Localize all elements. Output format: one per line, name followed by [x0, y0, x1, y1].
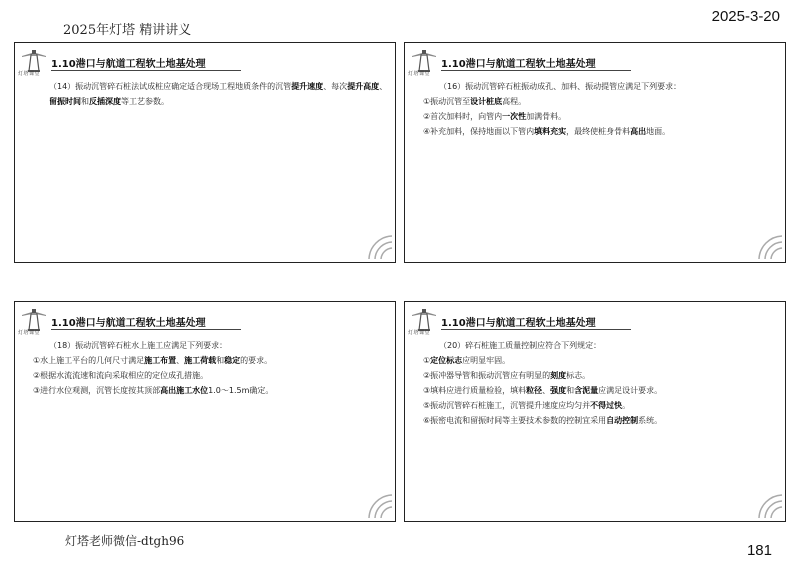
- title-underline: [441, 70, 631, 71]
- slide-title: 1.10港口与航道工程软土地基处理: [51, 59, 206, 70]
- body-text: 1.0～1.5m确定。: [208, 386, 274, 395]
- text-line: [423, 368, 779, 383]
- emphasis-text: 设计桩底: [470, 97, 503, 106]
- text-line: [423, 353, 779, 368]
- emphasis-text: 提升速度: [291, 82, 324, 91]
- logo-text: 灯塔课堂: [408, 330, 431, 336]
- emphasis-text: 含泥量: [574, 386, 599, 395]
- text-line: [423, 79, 779, 94]
- body-text: （18）振动沉管碎石桩水上施工应满足下列要求：: [49, 341, 228, 350]
- text-line: [423, 398, 779, 413]
- slide-title: 1.10港口与航道工程软土地基处理: [51, 318, 206, 329]
- emphasis-text: 高出施工水位: [160, 386, 209, 395]
- emphasis-text: 自动控制: [606, 416, 639, 425]
- text-line: [33, 79, 389, 109]
- emphasis-text: 强度: [550, 386, 567, 395]
- slide-body: [33, 338, 389, 398]
- body-text: 。: [622, 401, 631, 410]
- page-number: 181: [746, 542, 772, 559]
- body-text: 标志。: [566, 371, 591, 380]
- document-date: 2025-3-20: [711, 8, 780, 25]
- logo-text: 灯塔课堂: [18, 71, 41, 77]
- body-text: （14）振动沉管碎石桩法试成桩应确定适合现场工程地质条件的沉管: [49, 82, 292, 91]
- emphasis-text: 反插深度: [89, 97, 121, 106]
- title-underline: [51, 329, 241, 330]
- body-text: ①振动沉管至: [423, 97, 471, 106]
- text-line: [423, 413, 779, 428]
- emphasis-text: 施工布置: [144, 356, 177, 365]
- slide-body: [423, 338, 779, 428]
- logo-text: 灯塔课堂: [18, 330, 41, 336]
- body-text: 的要求。: [240, 356, 273, 365]
- body-text: ②根据水流流速和流向采取相应的定位成孔措施。: [33, 371, 209, 380]
- emphasis-text: 施工荷载: [184, 356, 217, 365]
- body-text: 应满足设计要求。: [598, 386, 663, 395]
- corner-swirl-icon: [365, 232, 393, 260]
- body-text: ③填料应进行质量检验，填料: [423, 386, 527, 395]
- emphasis-text: 稳定: [224, 356, 241, 365]
- slide-title: 1.10港口与航道工程软土地基处理: [441, 59, 596, 70]
- body-text: 和: [216, 356, 225, 365]
- emphasis-text: 刻度: [550, 371, 567, 380]
- slide-18: [14, 301, 396, 522]
- handout-title: 2025年灯塔 精讲讲义: [63, 23, 192, 38]
- emphasis-text: 定位标志: [430, 356, 463, 365]
- corner-swirl-icon: [755, 232, 783, 260]
- body-text: 系统。: [638, 416, 663, 425]
- slide-body: [33, 79, 389, 109]
- body-text: 、每次: [323, 82, 348, 91]
- body-text: 、: [379, 82, 388, 91]
- text-line: [33, 338, 389, 353]
- emphasis-text: 粒径: [526, 386, 543, 395]
- corner-swirl-icon: [755, 491, 783, 519]
- emphasis-text: 留振时间: [49, 97, 81, 106]
- title-underline: [441, 329, 631, 330]
- slide-16: [404, 42, 786, 263]
- text-line: [33, 383, 389, 398]
- text-line: [423, 94, 779, 109]
- body-text: 、: [542, 386, 551, 395]
- slide-title: 1.10港口与航道工程软土地基处理: [441, 318, 596, 329]
- emphasis-text: 提升高度: [347, 82, 380, 91]
- body-text: ②振冲器导管和振动沉管应有明显的: [423, 371, 551, 380]
- body-text: ①水上施工平台的几何尺寸满足: [33, 356, 145, 365]
- emphasis-text: 一次性: [502, 112, 527, 121]
- slide-20: [404, 301, 786, 522]
- body-text: 加满骨料。: [526, 112, 567, 121]
- text-line: [423, 124, 779, 139]
- body-text: ⑥振密电流和留振时间等主要技术参数的控制宜采用: [423, 416, 607, 425]
- body-text: ①: [423, 356, 431, 365]
- slide-body: [423, 79, 779, 139]
- body-text: 和: [566, 386, 575, 395]
- body-text: ④补充加料，保持地面以下管内: [423, 127, 535, 136]
- emphasis-text: 填料充实: [534, 127, 567, 136]
- text-line: [423, 109, 779, 124]
- body-text: ，最终使桩身骨料: [566, 127, 631, 136]
- body-text: （16）振动沉管碎石桩振动成孔、加料、振动提管应满足下列要求：: [439, 82, 682, 91]
- body-text: ②首次加料时，向管内: [423, 112, 503, 121]
- body-text: 、: [176, 356, 185, 365]
- body-text: ⑤振动沉管碎石桩施工，沉管提升速度应均匀并: [423, 401, 591, 410]
- text-line: [33, 368, 389, 383]
- slide-14: [14, 42, 396, 263]
- body-text: 地面。: [646, 127, 671, 136]
- body-text: ③进行水位观测，沉管长度按其顶部: [33, 386, 161, 395]
- body-text: 高程。: [502, 97, 527, 106]
- corner-swirl-icon: [365, 491, 393, 519]
- body-text: 和: [81, 97, 89, 106]
- text-line: [423, 338, 779, 353]
- body-text: （20）碎石桩施工质量控制应符合下列规定：: [439, 341, 602, 350]
- title-underline: [51, 70, 241, 71]
- body-text: 等工艺参数。: [121, 97, 169, 106]
- teacher-wechat: 灯塔老师微信-dtgh96: [65, 534, 185, 548]
- text-line: [423, 383, 779, 398]
- emphasis-text: 不得过快: [590, 401, 623, 410]
- text-line: [33, 353, 389, 368]
- logo-text: 灯塔课堂: [408, 71, 431, 77]
- emphasis-text: 高出: [630, 127, 647, 136]
- body-text: 应明显牢固。: [462, 356, 511, 365]
